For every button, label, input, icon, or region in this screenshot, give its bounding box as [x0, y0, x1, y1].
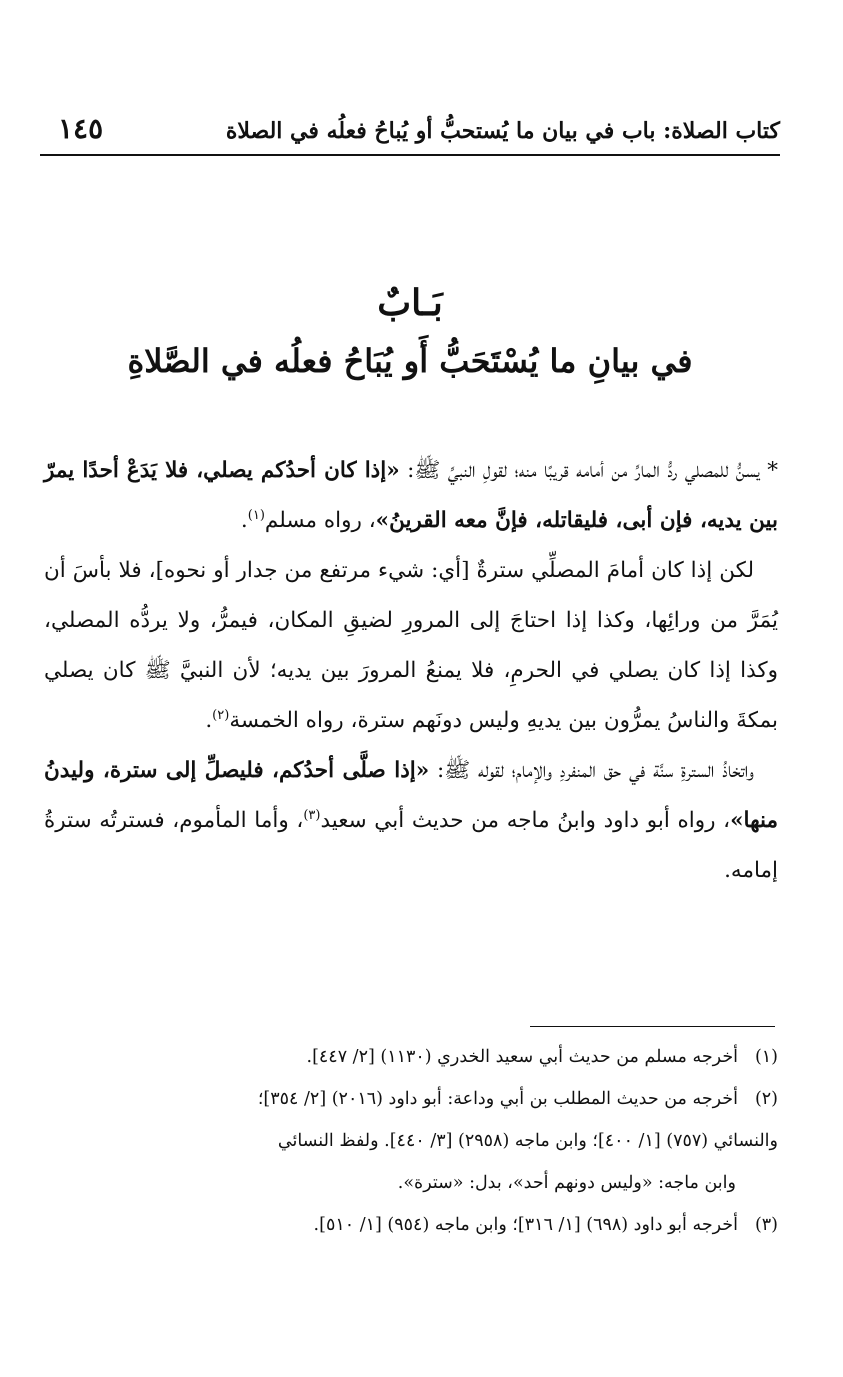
footnote-text: والنسائي (٧٥٧) [١/ ٤٠٠]؛ وابن ماجه (٢٩٥٨) [٣/ ٤٤٠]. ولفظ النسائي	[277, 1131, 778, 1151]
footnote-2	[26, 1078, 778, 1120]
footnote-1	[26, 1036, 778, 1078]
paragraph-2	[44, 546, 778, 746]
paragraph-end: .	[240, 508, 248, 533]
footnote-text: أخرجه أبو داود (٦٩٨) [١/ ٣١٦]؛ وابن ماجه (٩٥٤) [١/ ٥١٠].	[313, 1215, 738, 1235]
footnote-divider	[530, 1026, 775, 1027]
footnote-2-continued	[26, 1120, 778, 1162]
hadith-quote: «إذا كان أحدُكم يصلي، فلا يَدَعْ أحدًا يمرّ بين يديه، فإن أبى، فليقاتله، فإنَّ معه القرينُ»	[44, 458, 778, 533]
paragraph-text: واتخاذُ السترةِ سنَّة في حق المنفردِ والإمام؛ لقوله ﷺ:	[429, 758, 754, 783]
footnotes	[26, 1036, 778, 1246]
page-number: ١٤٥	[58, 112, 104, 145]
hadith-quote: «إذا صلَّى أحدُكم، فليصلِّ إلى سترة، وليدنُ منها»	[44, 758, 778, 833]
footnote-number: (١)	[754, 1047, 778, 1067]
footnote-text: أخرجه من حديث المطلب بن أبي وداعة: أبو داود (٢٠١٦) [٢/ ٣٥٤]؛	[257, 1089, 738, 1109]
paragraph-end: .	[205, 708, 213, 733]
footnote-text: وابن ماجه: «وليس دونهم أحد»، بدل: «سترة».	[397, 1173, 736, 1193]
footnote-number: (٣)	[754, 1215, 778, 1235]
footnote-ref: (٣)	[303, 807, 321, 823]
footnote-number: (٢)	[754, 1089, 778, 1109]
paragraph-3	[44, 746, 778, 896]
chapter-subtitle: في بيانِ ما يُسْتَحَبُّ أَو يُبَاحُ فعلُه في الصَّلاةِ	[127, 342, 693, 380]
paragraph-text: ، وأما المأموم، فسترتُه سترةُ إمامه.	[44, 808, 778, 883]
running-head-title: كتاب الصلاة: باب في بيان ما يُستحبُّ أو يُباحُ فعلُه في الصلاة	[225, 118, 780, 144]
bullet-marker: *	[759, 458, 778, 483]
footnote-ref: (٢)	[212, 707, 230, 723]
paragraph-1	[44, 446, 778, 546]
footnote-ref: (١)	[247, 507, 265, 523]
paragraph-text: ، رواه أبو داود وابنُ ماجه من حديث أبي سعيد	[320, 808, 731, 833]
footnote-text: أخرجه مسلم من حديث أبي سعيد الخدري (١١٣٠) [٢/ ٤٤٧].	[306, 1047, 738, 1067]
running-head	[40, 108, 780, 156]
paragraph-text: يسنُّ للمصلي ردُّ المارِّ من أمامه قريبًا منه؛ لقولِ النبيِّ ﷺ:	[399, 458, 760, 483]
footnote-3	[26, 1204, 778, 1246]
body-text	[44, 446, 778, 896]
footnote-2-continued	[26, 1162, 778, 1204]
chapter-heading: بَـابٌ	[377, 282, 443, 324]
paragraph-text: ، رواه مسلم	[264, 508, 376, 533]
paragraph-text: لكن إذا كان أمامَ المصلِّي سترةٌ [أي: شيء مرتفع من جدار أو نحوه]، فلا بأسَ أن يُمَرَّ من ورائِها، وكذا إذا احتاجَ إلى المرورِ لضيقِ المكان، فيمرُّ، ولا يردُّه المصلي، وكذا إذا كان يصلي في الحرمِ، فلا يمنعُ المرورَ بين يديه؛ لأن النبيَّ ﷺ كان يصلي بمكةَ والناسُ يمرُّون بين يديهِ وليس دونَهم سترة، رواه الخمسة	[44, 558, 778, 733]
